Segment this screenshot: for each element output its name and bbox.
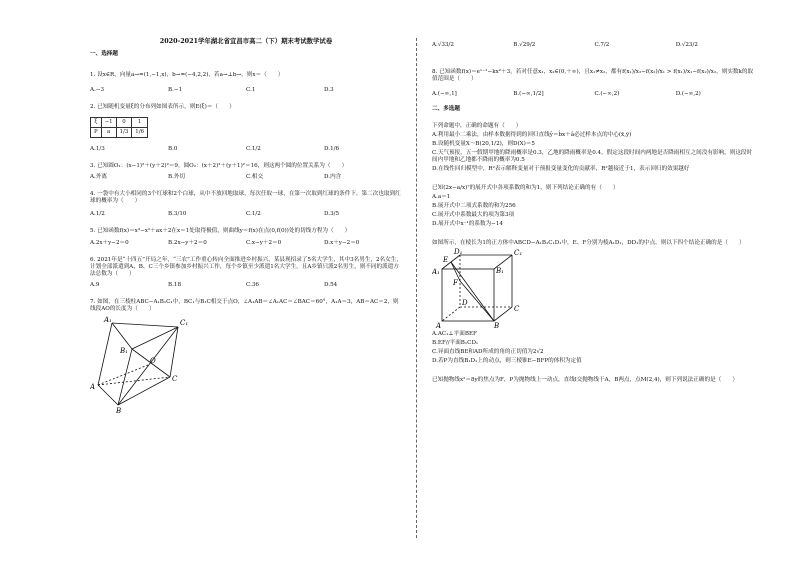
multi-question-3 [432, 240, 757, 365]
column-divider [416, 38, 417, 538]
option-c: C.(−∞,2) [594, 91, 620, 97]
option-c: C.相交 [246, 174, 264, 180]
question-stem: 1. 设x∈R，向量a→=(1,−1,x)，b→=(−4,2,2)，若a→⊥b→，则x＝（ ） [90, 72, 284, 78]
option-c: C.x−y＋2＝0 [246, 240, 282, 246]
option-d: D.内含 [324, 174, 342, 180]
option-c: C.7/2 [594, 42, 610, 48]
option-d: D.(−∞,2) [675, 91, 701, 97]
multi-question-4 [432, 377, 757, 384]
option-b: B.设随机变量X～B(20,1/2)，则D(X)＝5 [432, 141, 535, 147]
option-d: D.在线性回归模型中，R²表示解释变量对于预报变量变化的贡献率，R²越接近于1，表示回归的效果越好 [432, 166, 690, 172]
table-cell: P [91, 128, 102, 138]
question-stem: 8. 已知函数f(x)＝eˣ⁻¹−kx²＋3，若对任意x₁，x₂∈(0,＋∞)，且x₁≠x₂，都有f(x₁)/x₂−f(x₂)/x₁ > f(x₁)/x₁−f(x₂)/x₂，则实数k的取值范围是（ ） [432, 69, 754, 82]
option-b: B.18 [168, 282, 182, 288]
question-7 [90, 299, 402, 413]
options-row [90, 282, 402, 289]
options-row [90, 240, 402, 247]
option-d: D.√23/2 [675, 42, 698, 48]
option-b: B.2x−y＋2＝0 [168, 240, 207, 246]
table-row [91, 118, 148, 128]
multi-question-1 [432, 123, 757, 173]
option-a: A.a＝1 [432, 194, 451, 200]
label-c1: C₁ [180, 319, 189, 327]
option-c: C.天气预报，五一假期甲地的降雨概率是0.3，乙地的降雨概率是0.4，假定这段时间内两地是否降雨相互之间没有影响，则这段时间内甲地和乙地都不降雨的概率为0.5 [432, 150, 753, 163]
option-a: A.2x＋y−2＝0 [90, 240, 129, 246]
label-b1: B₁ [496, 267, 504, 275]
option-a: A.9 [90, 282, 100, 288]
option-b: B.外切 [168, 174, 186, 180]
options-row [90, 211, 402, 218]
page-title: 2020-2021学年湖北省宜昌市高二（下）期末考试数学试卷 [159, 37, 333, 45]
table-row [91, 128, 148, 138]
table-cell: a [101, 128, 116, 138]
section-multi-choice: 二、多选题 [432, 106, 460, 112]
question-stem: 3. 已知圆O₁：(x−1)²＋(y＋2)²＝9，圆O₂：(x＋2)²＋(y＋1)²＝16，则这两个圆的位置关系为（ ） [90, 163, 348, 169]
table-cell: 1/6 [132, 128, 148, 138]
label-e: E [443, 256, 449, 264]
question-stem: 7. 如图，在三棱柱ABC−A₁B₁C₁中，BC₁与B₁C相交于点O，∠A₁AB＝∠A₁AC＝∠BAC＝60°，A₁A＝3，AB＝AC＝2，则线段AO的长度为（ ） [90, 299, 399, 312]
table-cell: ξ [91, 118, 102, 128]
multi-question-2 [432, 185, 757, 228]
option-a: A.(−∞,1] [432, 91, 457, 97]
right-column [432, 42, 757, 384]
label-c1: C₁ [514, 249, 523, 257]
section-single-choice: 一、选择题 [90, 51, 118, 57]
option-c: C.1/2 [246, 146, 261, 152]
option-c: C.异面直线BE和AD所成的角的正切值为2√2 [432, 349, 544, 355]
options-row [90, 174, 402, 181]
option-c: C.1/2 [246, 211, 261, 217]
option-b: B.展开式中二项式系数的和为256 [432, 203, 516, 209]
question-4 [90, 191, 402, 218]
table-cell: −1 [101, 118, 116, 128]
prism-figure [90, 313, 200, 413]
question-stem: 已知抛物线x²＝8y的焦点为F，P为抛物线上一动点，直线l交抛物线于A，B两点，点M(2,4)，则下列说法正确的是（ ） [432, 377, 739, 383]
label-a1: A₁ [104, 316, 112, 324]
label-b1: B₁ [120, 347, 128, 355]
question-1 [90, 72, 402, 94]
question-stem: 5. 已知函数f(x)＝x³−x²＋ax＋2在x＝1处取得极值，则曲线y＝f(x)在点(0,f(0))处的切线方程为（ ） [90, 228, 351, 234]
option-b: B.EF//平面B₁CD₁ [432, 340, 479, 346]
question-stem: 如图所示，在棱长为1的正方体中ABCD−A₁B₁C₁D₁中，E、F分别为棱A₁D₁，DD₁的中点，则以下四个结论正确的是（ ） [432, 240, 745, 246]
table-cell: 0 [116, 118, 132, 128]
option-a: A.利用最小二乘法，由样本数据得到的回归直线ŷ＝b̂x＋â必过样本点的中心(x̄,ȳ) [432, 132, 632, 138]
option-c: C.展开式中系数最大的项为第3项 [432, 212, 515, 218]
options-row [432, 91, 757, 98]
options-row [90, 146, 402, 153]
question-7-options [432, 42, 757, 49]
question-stem: 2. 已知随机变量ξ的分布列如图表所示，则E(ξ)＝（ ） [90, 104, 235, 110]
label-c: C [172, 375, 178, 383]
label-o: O [150, 357, 156, 365]
label-a: A [436, 322, 442, 329]
label-c: C [514, 305, 520, 313]
option-b: B.3/10 [168, 211, 187, 217]
option-d: D.3/5 [324, 211, 340, 217]
label-a1: A₁ [432, 268, 440, 276]
option-a: A.1/3 [90, 146, 105, 152]
option-a: A.1/2 [90, 211, 105, 217]
option-b: B.(−∞,1/2] [513, 91, 544, 97]
question-6 [90, 257, 402, 289]
option-d: D.x＋y−2＝0 [324, 240, 360, 246]
option-c: C.1 [246, 87, 256, 93]
option-a: A.外离 [90, 174, 108, 180]
label-f: F [453, 279, 458, 287]
option-d: D.3 [324, 87, 334, 93]
option-d: D.54 [324, 282, 338, 288]
option-a: A.−3 [90, 87, 105, 93]
question-stem: 6. 2021年是“十四五”开局之年，“三农”工作重心转向全面推进乡村振兴，某县现招录了5名大学生，其中3名男生，2名女生，计划全部派遣到A、B、C三个乡镇参加乡村振兴工作，每个乡镇至少派遣1名大学生，且A乡镇只派2名男生，则不同的派遣方法总数为（ ） [90, 257, 402, 277]
option-b: B.0 [168, 146, 178, 152]
label-a: A [90, 383, 96, 391]
question-stem: 已知(2x−a/x)⁷的展开式中各项系数的和为1，则下列结论正确的有（ ） [432, 185, 619, 191]
option-a: A.√33/2 [432, 42, 454, 48]
table-cell: 1 [132, 118, 148, 128]
option-d: D.若P为直线B₁D₁上的动点，则三棱锥E−BFP的体积为定值 [432, 358, 582, 364]
option-c: C.36 [246, 282, 259, 288]
option-d: D.展开式中x⁻¹的系数为−14 [432, 221, 503, 227]
option-b: B.−1 [168, 87, 183, 93]
table-cell: 1/3 [116, 128, 132, 138]
distribution-table [90, 117, 148, 138]
question-stem: 4. 一袋中有大小相同的3个红球和2个白球，从中不放回地取球，每次任取一球，在第一次取到红球的条件下，第二次也取到红球的概率为（ ） [90, 191, 401, 204]
label-b: B [494, 322, 500, 329]
label-d: D [462, 299, 468, 307]
options-row [90, 87, 402, 94]
question-3 [90, 163, 402, 181]
question-8 [432, 69, 757, 98]
label-b: B [116, 407, 122, 413]
question-5 [90, 228, 402, 247]
option-a: A.AC₁⊥平面BEF [432, 331, 477, 337]
cube-figure [432, 247, 532, 329]
label-d1: D₁ [454, 248, 463, 256]
option-d: D.1/6 [324, 146, 340, 152]
left-column [90, 38, 402, 413]
question-stem: 下列命题中，正确的命题有（ ） [432, 123, 522, 129]
option-b: B.√29/2 [513, 42, 536, 48]
question-2 [90, 104, 402, 153]
